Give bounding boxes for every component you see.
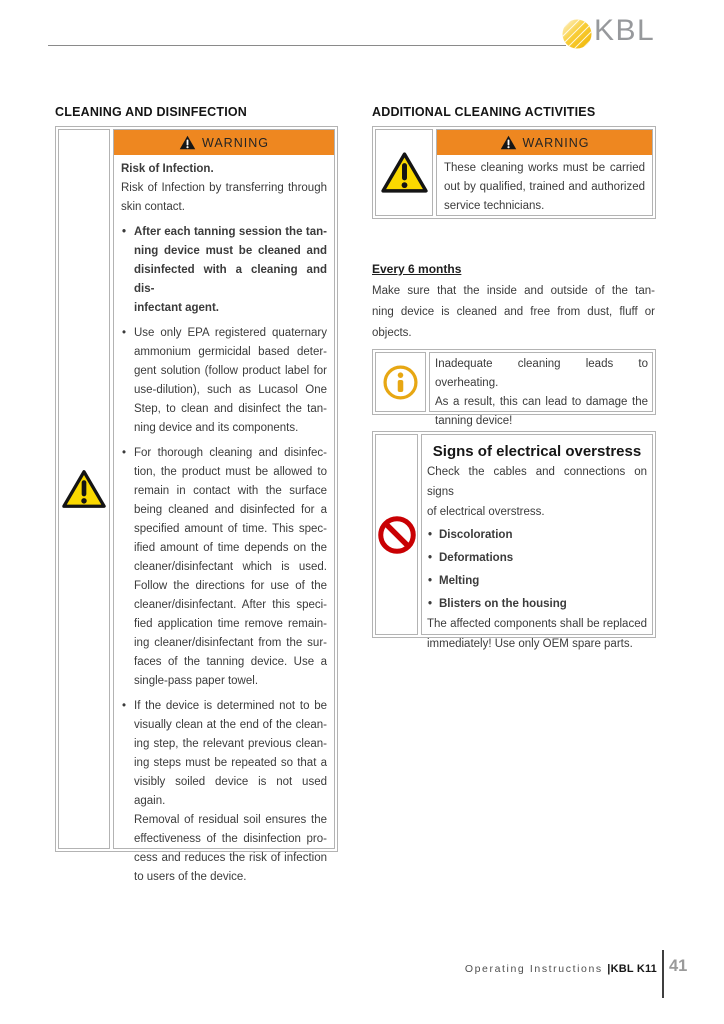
text-line: single-pass paper towel. (134, 675, 259, 687)
text-line: out by qualified, trained and authorized (444, 181, 645, 193)
text-line: • If the device is determined not to be (134, 700, 327, 712)
overstress-body (422, 435, 652, 654)
text-line: tion, the product must be allowed to (134, 466, 327, 478)
info-text (430, 353, 652, 431)
cleaning-warning-box (55, 126, 338, 883)
text-line: Make sure that the inside and outside of the tan- (372, 285, 655, 297)
bullet-item (121, 324, 327, 438)
text-line: ing step, the relevant previous clean- (134, 738, 327, 750)
footer-divider (662, 950, 664, 998)
footer-document-label (465, 963, 657, 975)
text-line: gent solution (follow product label for (134, 365, 327, 377)
warning-body (437, 155, 652, 216)
every-6-months-paragraph (372, 281, 655, 344)
text-line: tanning device! (435, 415, 513, 427)
text-line: effectiveness of the disinfection pro- (134, 833, 327, 845)
footer-separator: | (607, 963, 611, 975)
text-line: cleaner/disinfectant. After this speci- (134, 599, 327, 611)
kbl-logo (562, 13, 655, 49)
footer-label: Operating Instructions (464, 963, 603, 975)
overstress-bullet-item: • Melting (427, 571, 647, 591)
text-line: ing cleaner/disinfectant from the sur- (134, 637, 327, 649)
warning-banner-icon (179, 135, 196, 150)
text-line: use-dilution), such as Lucasol One (134, 384, 327, 396)
warning-title: Risk of Infection. (121, 163, 214, 175)
electrical-overstress-box (372, 431, 656, 650)
text-line: cess and reduces the risk of infection (134, 852, 327, 864)
warning-bullet-list (121, 223, 327, 887)
text-line: ammonium germicidal based deter- (134, 346, 327, 358)
text-line: Step, to clean and disinfect the tan- (134, 403, 327, 415)
bullet-item (121, 223, 327, 318)
info-icon (382, 364, 419, 401)
left-section-heading: CLEANING AND DISINFECTION (55, 105, 248, 119)
every-6-months-heading: Every 6 months (372, 262, 462, 276)
warning-intro (121, 179, 327, 217)
info-note-box (372, 349, 656, 427)
overstress-intro (427, 462, 647, 522)
text-line: The affected components shall be replaced (427, 618, 647, 630)
warning-triangle-icon (61, 468, 107, 510)
text-line: Check the cables and connections on signs (427, 466, 647, 498)
footer-product (607, 963, 657, 975)
text-line: As a result, this can lead to damage the (435, 396, 648, 408)
text-line: • After each tanning session the tan- (134, 226, 327, 238)
overstress-bullet-item: • Blisters on the housing (427, 594, 647, 614)
text-line: disinfected with a cleaning and dis- (134, 264, 327, 295)
text-line: to users of the device. (134, 871, 247, 883)
text-line: visually clean at the end of the clean- (134, 719, 327, 731)
footer-product-name: KBL K11 (610, 963, 657, 975)
text-line: ified amount of time depends on the (134, 542, 327, 554)
warning-banner-icon (500, 135, 517, 150)
text-line: of electrical overstress. (427, 506, 545, 518)
text-line: immediately! Use only OEM spare parts. (427, 638, 633, 650)
text-line: service technicians. (444, 200, 545, 212)
overstress-bullet-item: • Deformations (427, 548, 647, 568)
warning-banner-label: WARNING (522, 135, 590, 150)
warning-banner-label: WARNING (202, 135, 269, 150)
text-line: • For thorough cleaning and disinfec- (134, 447, 327, 459)
warning-content-cell (113, 129, 335, 883)
warning-body (114, 155, 334, 887)
bullet-item (121, 444, 327, 691)
overstress-bullet-list (427, 525, 647, 614)
warning-icon-cell (58, 129, 110, 849)
right-section-heading: ADDITIONAL CLEANING ACTIVITIES (372, 105, 596, 119)
text-line: Risk of Infection by transferring through (121, 182, 327, 194)
warning-icon-cell (375, 129, 433, 216)
page-number: 41 (669, 957, 688, 975)
text-line: skin contact. (121, 201, 185, 213)
prohibition-icon-cell (375, 434, 418, 635)
logo-text: KBL (594, 14, 656, 47)
text-line: ing steps must be repeated so that a (134, 757, 327, 769)
text-line: cleaner/disinfectant which is used. (134, 561, 327, 573)
bullet-item (121, 697, 327, 887)
text-line: Follow the directions for use of the (134, 580, 327, 592)
text-line: fied application time remove remain- (134, 618, 327, 630)
text-line: infectant agent. (134, 302, 219, 314)
overstress-title: Signs of electrical overstress (432, 443, 642, 460)
overstress-content-cell (421, 434, 653, 650)
text-line: specified amount of time. This spec- (134, 523, 327, 535)
text-line: Inadequate cleaning leads to overheating. (435, 358, 648, 389)
overstress-outro (427, 614, 647, 654)
text-line: ning device and its components. (134, 422, 299, 434)
text-line: being cleaned and disinfected for a (134, 504, 327, 516)
text-line: visibly soiled device is not used again. (134, 776, 327, 807)
warning-triangle-icon (380, 150, 429, 195)
warning-content-cell (436, 129, 653, 216)
warning-banner (437, 130, 652, 155)
text-line: • Use only EPA registered quaternary (134, 327, 327, 339)
warning-banner (114, 130, 334, 155)
text-line: ning device is cleaned and free from dust, fluff or (372, 306, 655, 318)
text-line: ning device must be cleaned and (134, 245, 327, 257)
text-line: faces of the tanning device. Use a (134, 656, 327, 668)
additional-cleaning-warning-box (372, 126, 656, 219)
prohibition-icon (377, 515, 417, 555)
text-line: Removal of residual soil ensures the (134, 814, 327, 826)
header-divider (48, 45, 566, 46)
text-line: These cleaning works must be carried (444, 162, 645, 174)
text-line: remain in contact with the surface (134, 485, 327, 497)
kbl-sun-icon (562, 19, 592, 49)
info-content-cell (429, 352, 653, 427)
info-icon-cell (375, 352, 426, 412)
overstress-bullet-item: • Discoloration (427, 525, 647, 545)
text-line: objects. (372, 327, 412, 339)
